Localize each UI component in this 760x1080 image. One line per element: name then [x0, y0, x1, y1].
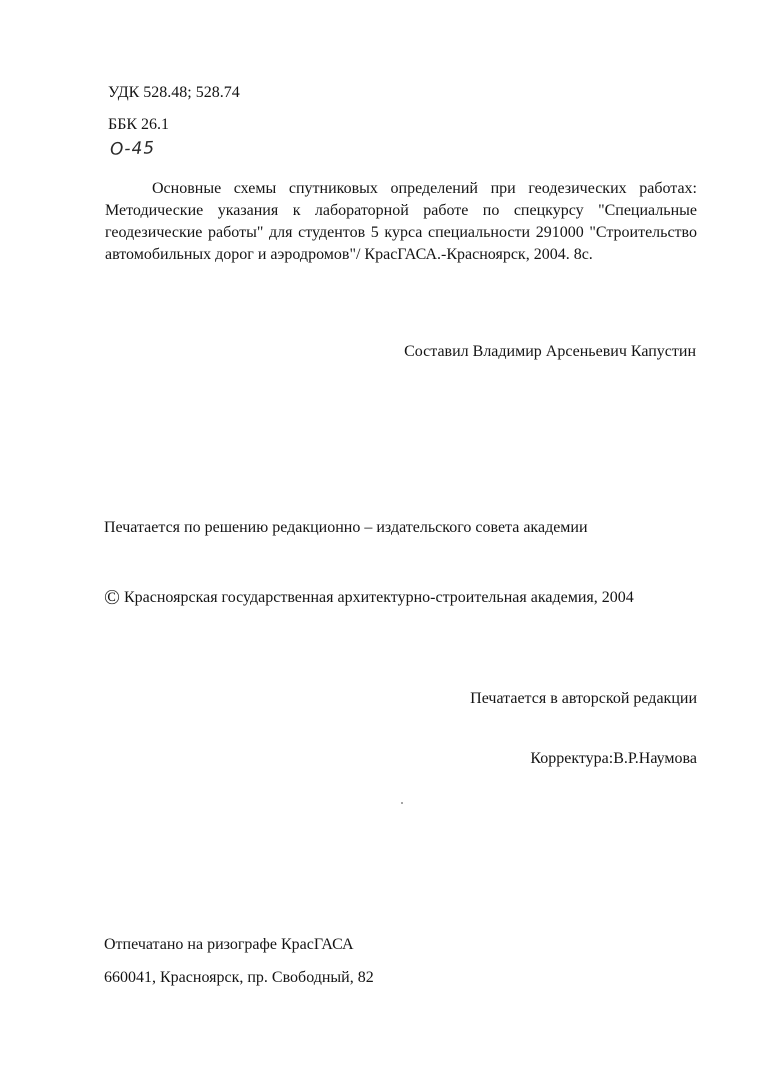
- bibliographic-abstract: Основные схемы спутниковых определений при геодезических работах: Методические указания к лабораторной работе по спецкурсу "Специальные геодезические работы" для студентов 5 курса специальности 291000 "Строительство автомобильных дорог и аэродромов"/ КрасГАСА.-Красноярск, 2004. 8с.: [105, 180, 697, 263]
- handwritten-author-mark: О-45: [109, 138, 156, 160]
- copyright-text: Красноярская государственная архитектурно-строительная академия, 2004: [123, 589, 634, 606]
- copyright-icon: ©: [104, 585, 120, 609]
- copyright-line: [104, 587, 634, 608]
- compiler-credit: Составил Владимир Арсеньевич Капустин: [404, 343, 696, 360]
- udk-code: УДК 528.48; 528.74: [108, 84, 240, 101]
- scan-speck: [401, 802, 403, 804]
- bbk-code: ББК 26.1: [108, 116, 170, 133]
- edition-note: Печатается в авторской редакции: [470, 690, 697, 707]
- proofreader-credit: Корректура:В.Р.Наумова: [530, 750, 697, 767]
- printing-note: Отпечатано на ризографе КрасГАСА: [104, 936, 354, 953]
- publisher-address: 660041, Красноярск, пр. Свободный, 82: [104, 969, 374, 986]
- approval-note: Печатается по решению редакционно – издательского совета академии: [104, 519, 588, 536]
